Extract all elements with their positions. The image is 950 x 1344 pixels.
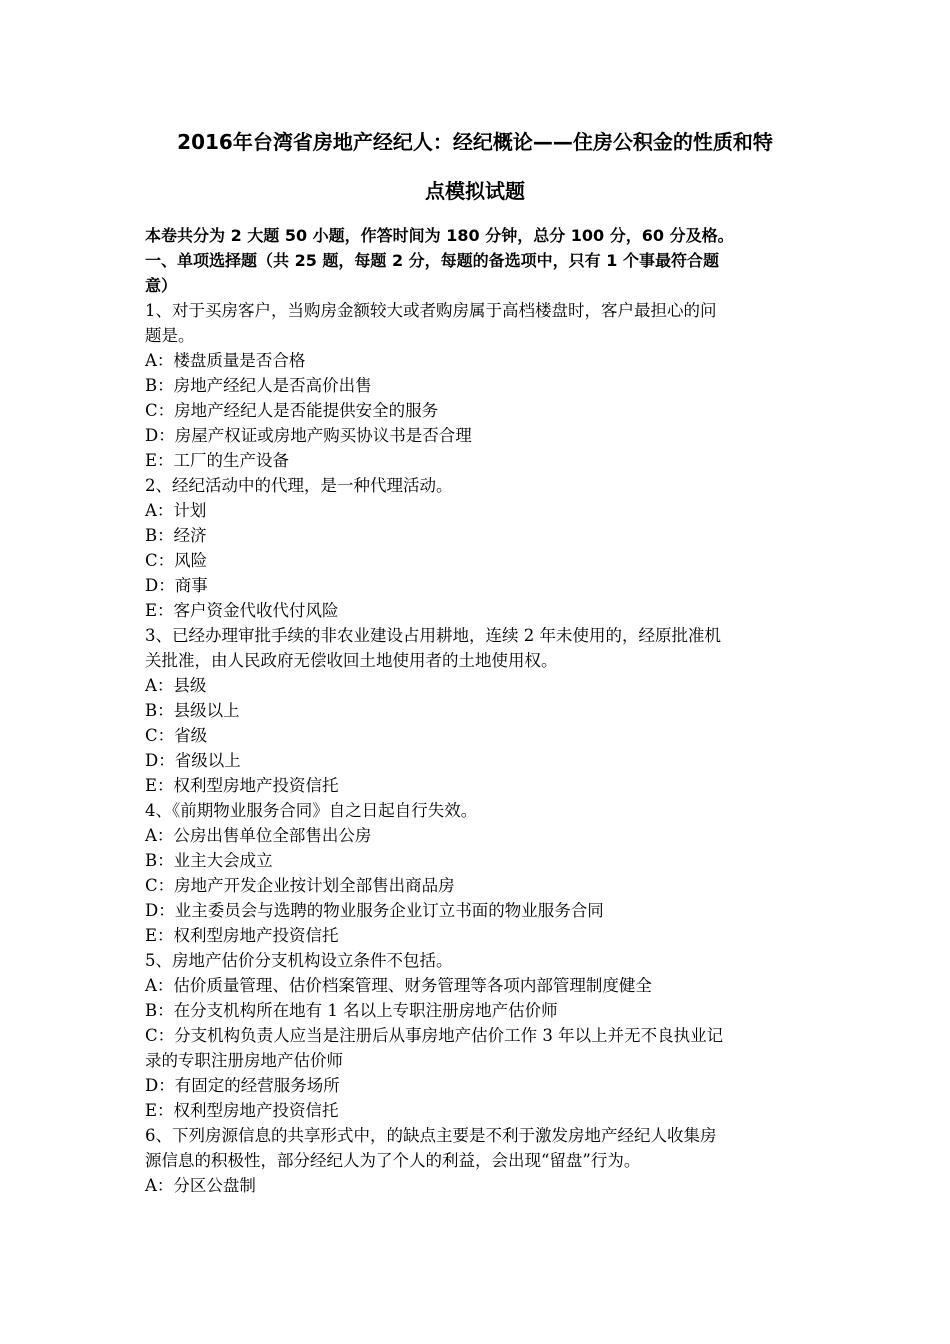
- question-stem-line: 2、经纪活动中的代理，是一种代理活动。: [145, 476, 453, 495]
- question-item: [145, 473, 810, 623]
- intro-text: 本卷共分为 2 大题 50 小题，作答时间为 180 分钟，总分 100 分，60 分及格。: [145, 226, 734, 245]
- question-item: [145, 298, 810, 473]
- section-header-line-2: 意）: [145, 276, 178, 295]
- answer-option: C：房地产经纪人是否能提供安全的服务: [145, 401, 439, 420]
- answer-option: D：有固定的经营服务场所: [145, 1076, 340, 1095]
- question-stem-line: 6、下列房源信息的共享形式中，的缺点主要是不利于激发房地产经纪人收集房: [145, 1126, 717, 1145]
- answer-option: A：计划: [145, 501, 207, 520]
- answer-option: A：公房出售单位全部售出公房: [145, 826, 372, 845]
- question-stem-line: 关批准，由人民政府无偿收回土地使用者的土地使用权。: [145, 651, 558, 670]
- answer-option: D：房屋产权证或房地产购买协议书是否合理: [145, 426, 472, 445]
- question-item: [145, 623, 810, 798]
- answer-option: E：工厂的生产设备: [145, 451, 290, 470]
- answer-option: C：分支机构负责人应当是注册后从事房地产估价工作 3 年以上并无不良执业记: [145, 1026, 724, 1045]
- answer-option: A：分区公盘制: [145, 1176, 256, 1195]
- question-list: [145, 298, 810, 1198]
- answer-option: D：业主委员会与选聘的物业服务企业订立书面的物业服务合同: [145, 901, 604, 920]
- document-title-line-1: 2016年台湾省房地产经纪人：经纪概论——住房公积金的性质和特: [177, 130, 773, 154]
- answer-option: C：房地产开发企业按计划全部售出商品房: [145, 876, 455, 895]
- question-item: [145, 948, 810, 1123]
- answer-option: 录的专职注册房地产估价师: [145, 1051, 343, 1070]
- answer-option: C：风险: [145, 551, 208, 570]
- answer-option: D：省级以上: [145, 751, 241, 770]
- question-item: [145, 1123, 810, 1198]
- answer-option: A：估价质量管理、估价档案管理、财务管理等各项内部管理制度健全: [145, 976, 652, 995]
- answer-option: E：权利型房地产投资信托: [145, 1101, 339, 1120]
- answer-option: E：客户资金代收代付风险: [145, 601, 339, 620]
- document-title-line-2: 点模拟试题: [425, 179, 525, 203]
- question-item: [145, 798, 810, 948]
- question-stem-line: 4、《前期物业服务合同》自之日起自行失效。: [145, 801, 478, 820]
- answer-option: E：权利型房地产投资信托: [145, 776, 339, 795]
- answer-option: A：楼盘质量是否合格: [145, 351, 306, 370]
- answer-option: B：县级以上: [145, 701, 240, 720]
- question-stem-line: 题是。: [145, 326, 195, 345]
- question-stem-line: 源信息的积极性，部分经纪人为了个人的利益，会出现“留盘”行为。: [145, 1151, 641, 1170]
- answer-option: E：权利型房地产投资信托: [145, 926, 339, 945]
- question-stem-line: 5、房地产估价分支机构设立条件不包括。: [145, 951, 453, 970]
- answer-option: B：房地产经纪人是否高价出售: [145, 376, 372, 395]
- answer-option: B：在分支机构所在地有 1 名以上专职注册房地产估价师: [145, 1001, 558, 1020]
- answer-option: B：业主大会成立: [145, 851, 273, 870]
- section-header-line-1: 一、单项选择题（共 25 题，每题 2 分，每题的备选项中，只有 1 个事最符合题: [145, 251, 719, 270]
- question-stem-line: 3、已经办理审批手续的非农业建设占用耕地，连续 2 年未使用的，经原批准机: [145, 626, 721, 645]
- question-stem-line: 1、对于买房客户，当购房金额较大或者购房属于高档楼盘时，客户最担心的问: [145, 301, 717, 320]
- document-body: [145, 223, 810, 1198]
- answer-option: B：经济: [145, 526, 207, 545]
- answer-option: C：省级: [145, 726, 208, 745]
- answer-option: A：县级: [145, 676, 207, 695]
- answer-option: D：商事: [145, 576, 208, 595]
